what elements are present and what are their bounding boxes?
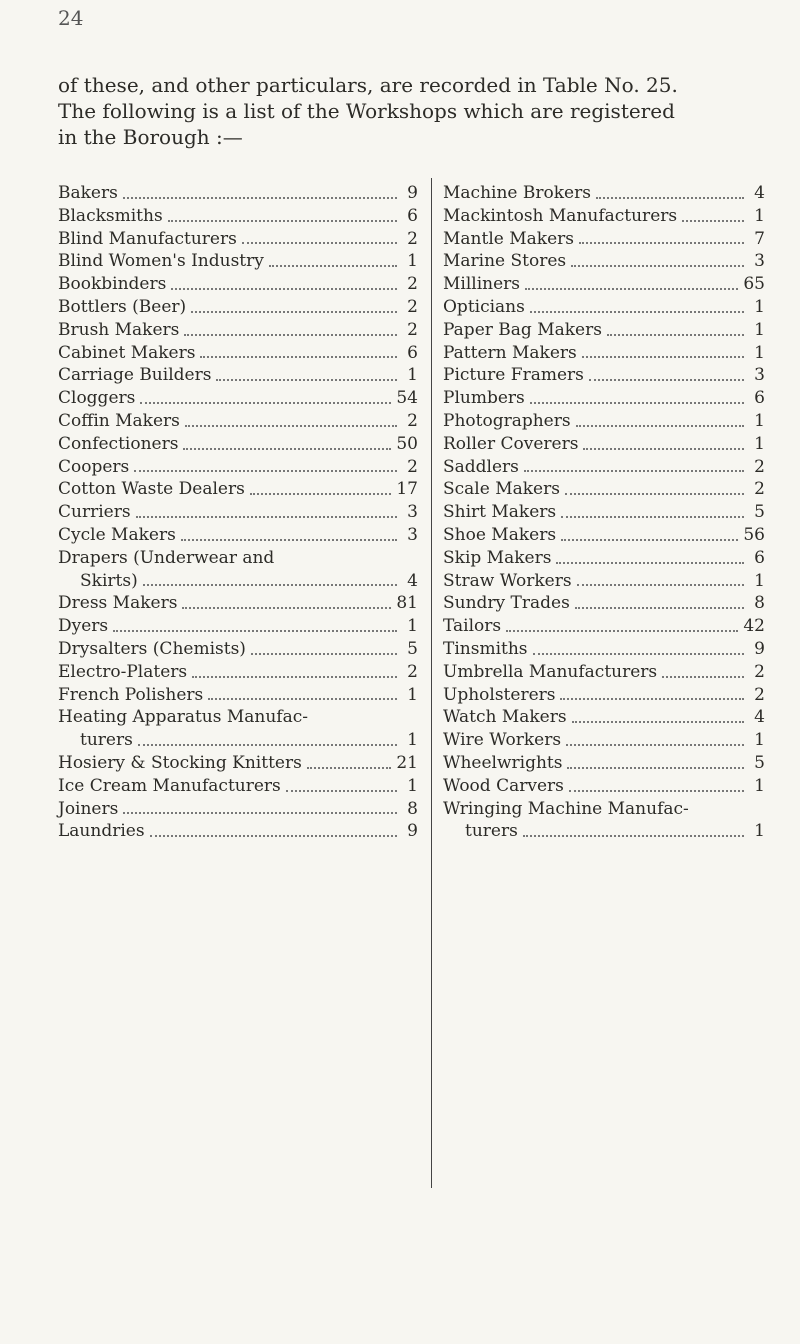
- workshop-entry: [443, 524, 765, 547]
- intro-line: in the Borough :—: [58, 125, 243, 149]
- intro-line: of these, and other particulars, are recorded in Table No. 25.: [58, 73, 678, 97]
- workshop-name: Bookbinders: [58, 274, 167, 295]
- workshop-count: 1: [407, 616, 418, 637]
- workshop-name-continuation: turers: [465, 821, 518, 842]
- workshop-entry: [58, 615, 418, 638]
- dot-leader: [143, 584, 397, 586]
- workshop-name: Drysalters (Chemists): [58, 638, 246, 659]
- workshop-count: 2: [754, 661, 765, 682]
- workshop-count: 1: [407, 730, 418, 751]
- workshop-count: 1: [754, 205, 765, 226]
- workshop-entry: [443, 456, 765, 479]
- workshop-name: Joiners: [58, 798, 119, 819]
- workshop-name: Cotton Waste Dealers: [58, 479, 245, 500]
- workshop-name: Paper Bag Makers: [443, 319, 602, 340]
- workshop-entry: [443, 364, 765, 387]
- workshop-count: 1: [407, 684, 418, 705]
- workshop-name: Picture Framers: [443, 365, 584, 386]
- workshop-count: 1: [754, 775, 765, 796]
- workshop-name: Shirt Makers: [443, 502, 557, 523]
- dot-leader: [567, 767, 744, 769]
- workshop-name: Upholsterers: [443, 684, 556, 705]
- workshop-count: 1: [407, 251, 418, 272]
- workshop-entry: [443, 342, 765, 365]
- workshop-entry: [58, 273, 418, 296]
- dot-leader: [140, 402, 391, 404]
- workshop-name: Dyers: [58, 616, 109, 637]
- workshop-count: 9: [407, 183, 418, 203]
- workshop-name: Opticians: [443, 296, 525, 317]
- dot-leader: [123, 812, 397, 814]
- workshop-name: Shoe Makers: [443, 524, 557, 545]
- workshop-list-right: [443, 182, 765, 843]
- workshop-entry: [58, 205, 418, 228]
- workshop-entry-row: [443, 820, 765, 843]
- workshop-count: 9: [754, 638, 765, 659]
- workshop-count: 6: [407, 205, 418, 226]
- workshop-count: 3: [407, 524, 418, 545]
- workshop-entry: [443, 592, 765, 615]
- dot-leader: [524, 470, 744, 472]
- workshop-name-line: Drapers (Underwear and: [58, 547, 275, 568]
- workshop-count: 2: [407, 319, 418, 340]
- workshop-name: Machine Brokers: [443, 183, 591, 203]
- workshop-count: 1: [754, 433, 765, 454]
- dot-leader: [136, 516, 397, 518]
- workshop-name: Watch Makers: [443, 707, 567, 728]
- workshop-entry: [443, 182, 765, 205]
- dot-leader: [575, 607, 744, 609]
- workshop-count: 1: [754, 821, 765, 842]
- workshop-name: French Polishers: [58, 684, 204, 705]
- workshop-name: Laundries: [58, 821, 145, 842]
- workshop-entry: [58, 775, 418, 798]
- workshop-count: 81: [396, 593, 418, 614]
- workshop-entry: [443, 798, 765, 844]
- workshop-entry: [58, 387, 418, 410]
- workshop-entry: [58, 319, 418, 342]
- dot-leader: [565, 493, 744, 495]
- workshop-list-left: [58, 182, 418, 843]
- dot-leader: [596, 197, 744, 199]
- workshop-entry: [58, 250, 418, 273]
- dot-leader: [181, 539, 397, 541]
- dot-leader: [286, 790, 397, 792]
- workshop-name: Cabinet Makers: [58, 342, 196, 363]
- dot-leader: [560, 698, 744, 700]
- dot-leader: [569, 790, 744, 792]
- workshop-entry: [443, 638, 765, 661]
- workshop-entry: [443, 775, 765, 798]
- workshop-entry: [443, 547, 765, 570]
- workshop-name-continuation: turers: [80, 730, 133, 751]
- column-divider: [431, 178, 432, 1188]
- workshop-entry: [443, 661, 765, 684]
- dot-leader: [556, 562, 744, 564]
- dot-leader: [523, 835, 744, 837]
- workshop-name: Bakers: [58, 183, 118, 203]
- workshop-count: 8: [754, 593, 765, 614]
- workshop-count: 1: [754, 319, 765, 340]
- workshop-entry: [443, 478, 765, 501]
- dot-leader: [200, 356, 397, 358]
- dot-leader: [113, 630, 397, 632]
- workshop-entry: [443, 296, 765, 319]
- workshop-name: Bottlers (Beer): [58, 296, 187, 317]
- workshop-count: 1: [754, 730, 765, 751]
- dot-leader: [182, 607, 391, 609]
- workshop-count: 50: [396, 433, 418, 454]
- workshop-count: 2: [407, 410, 418, 431]
- workshop-name-cont: [58, 570, 138, 593]
- workshop-count: 2: [407, 228, 418, 249]
- workshop-count: 2: [754, 684, 765, 705]
- workshop-name: Roller Coverers: [443, 433, 579, 454]
- dot-leader: [561, 516, 744, 518]
- page-number: 24: [58, 6, 84, 30]
- workshop-entry: [443, 570, 765, 593]
- workshop-name: Mackintosh Manufacturers: [443, 205, 678, 226]
- workshop-count: 5: [754, 502, 765, 523]
- dot-leader: [269, 265, 397, 267]
- workshop-name: Cycle Makers: [58, 524, 176, 545]
- workshop-name: Plumbers: [443, 388, 525, 409]
- dot-leader: [576, 425, 744, 427]
- workshop-entry: [58, 706, 418, 752]
- workshop-count: 3: [754, 365, 765, 386]
- dot-leader: [682, 220, 744, 222]
- workshop-entry: [443, 250, 765, 273]
- workshop-name-cont: [443, 820, 518, 843]
- workshop-name: Milliners: [443, 274, 521, 295]
- workshop-entry: [443, 615, 765, 638]
- workshop-entry: [443, 684, 765, 707]
- workshop-count: 2: [407, 274, 418, 295]
- dot-leader: [192, 676, 397, 678]
- workshop-name: Saddlers: [443, 456, 519, 477]
- dot-leader: [216, 379, 397, 381]
- workshop-entry: [443, 433, 765, 456]
- workshop-count: 1: [754, 570, 765, 591]
- dot-leader: [138, 744, 397, 746]
- dot-leader: [123, 197, 397, 199]
- workshop-count: 2: [407, 661, 418, 682]
- workshop-entry: [58, 296, 418, 319]
- workshop-count: 42: [743, 616, 765, 637]
- workshop-entry: [443, 205, 765, 228]
- workshop-count: 56: [743, 524, 765, 545]
- workshop-name-line: Wringing Machine Manufac-: [443, 798, 689, 819]
- workshop-count: 5: [407, 638, 418, 659]
- workshop-count: 6: [754, 547, 765, 568]
- workshop-count: 3: [754, 251, 765, 272]
- workshop-count: 21: [396, 752, 418, 773]
- workshop-count: 3: [407, 502, 418, 523]
- workshop-name: Blind Women's Industry: [58, 251, 264, 272]
- workshop-count: 7: [754, 228, 765, 249]
- dot-leader: [183, 448, 391, 450]
- workshop-name: Coffin Makers: [58, 410, 180, 431]
- dot-leader: [583, 448, 744, 450]
- workshop-entry: [58, 501, 418, 524]
- workshop-count: 54: [396, 388, 418, 409]
- dot-leader: [525, 288, 738, 290]
- workshop-entry: [58, 661, 418, 684]
- workshop-entry: [58, 478, 418, 501]
- dot-leader: [561, 539, 738, 541]
- dot-leader: [533, 653, 744, 655]
- workshop-name: Umbrella Manufacturers: [443, 661, 658, 682]
- workshop-count: 2: [754, 456, 765, 477]
- dot-leader: [566, 744, 744, 746]
- workshop-count: 17: [396, 479, 418, 500]
- dot-leader: [506, 630, 738, 632]
- workshop-entry: [58, 820, 418, 843]
- workshop-entry: [58, 638, 418, 661]
- dot-leader: [184, 334, 397, 336]
- workshop-count: 9: [407, 821, 418, 842]
- dot-leader: [185, 425, 397, 427]
- workshop-name: Skip Makers: [443, 547, 552, 568]
- dot-leader: [168, 220, 397, 222]
- workshop-name-cont: [58, 729, 133, 752]
- workshop-count: 4: [754, 183, 765, 203]
- workshop-count: 4: [754, 707, 765, 728]
- dot-leader: [579, 242, 744, 244]
- workshop-name: Cloggers: [58, 388, 136, 409]
- dot-leader: [242, 242, 397, 244]
- workshop-count: 4: [407, 570, 418, 591]
- workshop-name-continuation: Skirts): [80, 570, 138, 591]
- workshop-entry-row: [58, 570, 418, 593]
- workshop-count: 1: [407, 365, 418, 386]
- workshop-name: Blacksmiths: [58, 205, 163, 226]
- workshop-count: 2: [407, 296, 418, 317]
- workshop-entry: [58, 456, 418, 479]
- dot-leader: [250, 493, 392, 495]
- dot-leader: [171, 288, 397, 290]
- workshop-name: Sundry Trades: [443, 593, 570, 614]
- dot-leader: [577, 584, 744, 586]
- workshop-entry: [443, 228, 765, 251]
- dot-leader: [307, 767, 392, 769]
- workshop-entry: [58, 592, 418, 615]
- workshop-name: Curriers: [58, 502, 131, 523]
- dot-leader: [191, 311, 397, 313]
- workshop-entry: [443, 273, 765, 296]
- workshop-entry: [443, 706, 765, 729]
- workshop-name: Brush Makers: [58, 319, 180, 340]
- workshop-entry: [443, 387, 765, 410]
- workshop-count: 1: [754, 410, 765, 431]
- workshop-name: Hosiery & Stocking Knitters: [58, 752, 302, 773]
- workshop-entry: [58, 752, 418, 775]
- workshop-entry: [58, 524, 418, 547]
- workshop-entry: [58, 342, 418, 365]
- workshop-entry: [58, 547, 418, 593]
- workshop-count: 1: [407, 775, 418, 796]
- workshop-count: 6: [754, 388, 765, 409]
- dot-leader: [572, 721, 744, 723]
- workshop-entry: [58, 364, 418, 387]
- workshop-name: Mantle Makers: [443, 228, 574, 249]
- dot-leader: [530, 402, 744, 404]
- dot-leader: [251, 653, 397, 655]
- dot-leader: [571, 265, 744, 267]
- workshop-entry: [443, 410, 765, 433]
- dot-leader: [582, 356, 744, 358]
- workshop-entry: [58, 684, 418, 707]
- workshop-name: Wheelwrights: [443, 752, 563, 773]
- dot-leader: [208, 698, 397, 700]
- workshop-name: Confectioners: [58, 433, 179, 454]
- workshop-entry: [443, 729, 765, 752]
- workshop-name: Wire Workers: [443, 730, 562, 751]
- workshop-name: Marine Stores: [443, 251, 567, 272]
- workshop-name: Blind Manufacturers: [58, 228, 237, 249]
- dot-leader: [134, 470, 397, 472]
- intro-line: The following is a list of the Workshops which are registered: [58, 99, 675, 123]
- dot-leader: [530, 311, 744, 313]
- workshop-name: Photographers: [443, 410, 571, 431]
- workshop-entry: [443, 319, 765, 342]
- workshop-count: 1: [754, 296, 765, 317]
- workshop-entry: [58, 182, 418, 205]
- workshop-name: Straw Workers: [443, 570, 572, 591]
- workshop-count: 2: [407, 456, 418, 477]
- workshop-count: 65: [743, 274, 765, 295]
- workshop-entry: [443, 752, 765, 775]
- workshop-name: Tailors: [443, 616, 502, 637]
- workshop-entry-row: [58, 729, 418, 752]
- workshop-entry: [58, 433, 418, 456]
- workshop-name: Coopers: [58, 456, 130, 477]
- workshop-name: Tinsmiths: [443, 638, 528, 659]
- workshop-name-line: Heating Apparatus Manufac-: [58, 707, 309, 728]
- workshop-count: 5: [754, 752, 765, 773]
- workshop-count: 1: [754, 342, 765, 363]
- workshop-name: Scale Makers: [443, 479, 560, 500]
- workshop-entry: [58, 228, 418, 251]
- workshop-count: 6: [407, 342, 418, 363]
- dot-leader: [589, 379, 744, 381]
- workshop-entry: [443, 501, 765, 524]
- dot-leader: [607, 334, 744, 336]
- workshop-count: 2: [754, 479, 765, 500]
- workshop-name: Ice Cream Manufacturers: [58, 775, 281, 796]
- workshop-name: Dress Makers: [58, 593, 178, 614]
- workshop-name: Carriage Builders: [58, 365, 212, 386]
- dot-leader: [662, 676, 744, 678]
- workshop-name: Wood Carvers: [443, 775, 564, 796]
- workshop-name: Electro-Platers: [58, 661, 188, 682]
- dot-leader: [150, 835, 397, 837]
- workshop-entry: [58, 798, 418, 821]
- workshop-name: Pattern Makers: [443, 342, 577, 363]
- intro-paragraph: [58, 72, 778, 150]
- workshop-entry: [58, 410, 418, 433]
- workshop-count: 8: [407, 798, 418, 819]
